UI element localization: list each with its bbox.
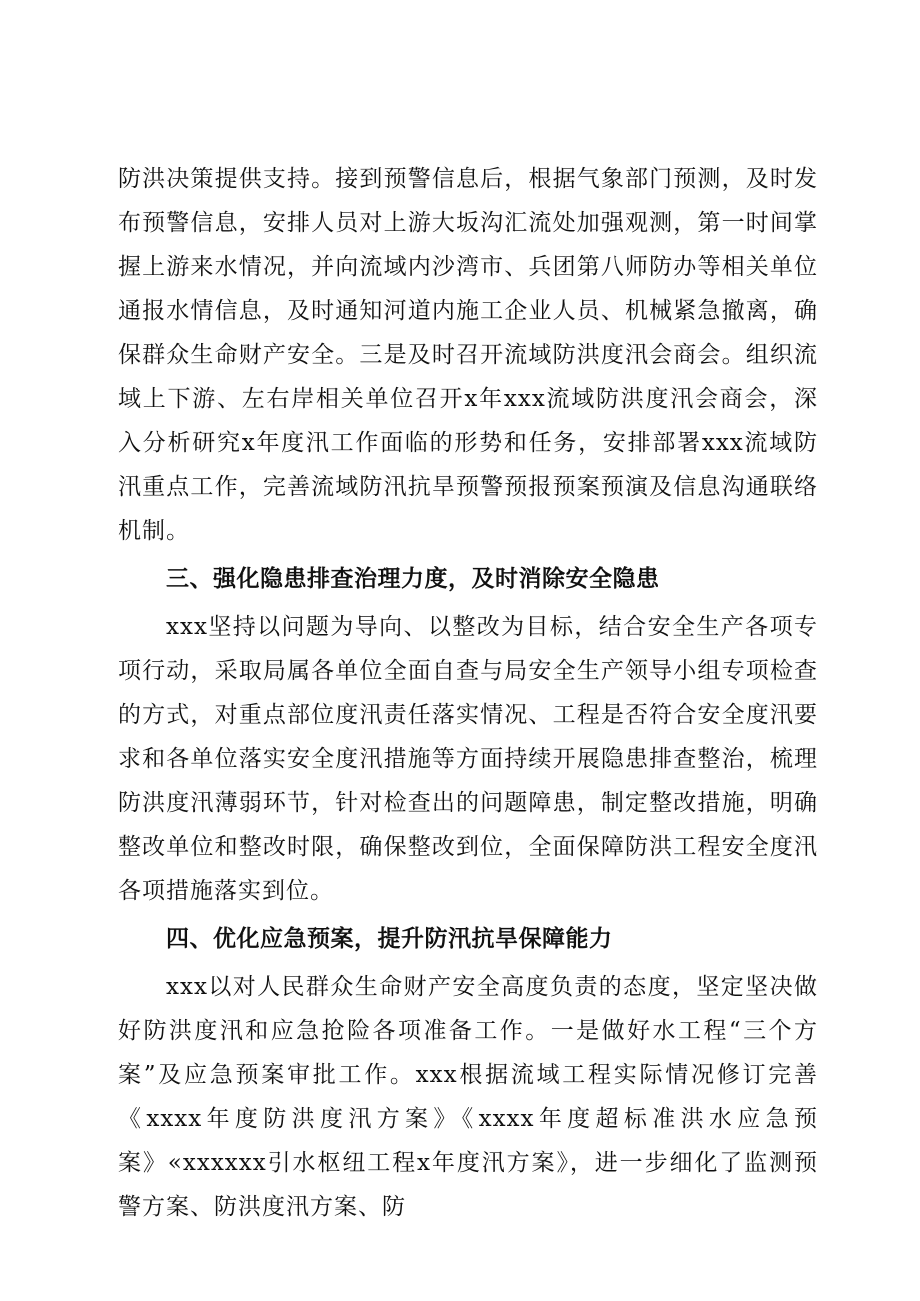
section-heading-emergency-plans: 四、优化应急预案，提升防汛抗旱保障能力 [166,926,613,952]
section-heading-hazard-inspection: 三、强化隐患排查治理力度，及时消除安全隐患 [166,566,660,592]
document-body [118,157,818,1229]
paragraph-flood-warning: 防洪决策提供支持。接到预警信息后，根据气象部门预测，及时发布预警信息，安排人员对上游大坂沟汇流处加强观测，第一时间掌握上游来水情况，并向流域内沙湾市、兵团第八师防办等相关单位通报水情信息，及时通知河道内施工企业人员、机械紧急撤离，确保群众生命财产安全。三是及时召开流域防洪度汛会商会。组织流域上下游、左右岸相关单位召开x年xxx流域防洪度汛会商会，深入分析研究x年度汛工作面临的形势和任务，安排部署xxx流域防汛重点工作，完善流域防汛抗旱预警预报预案预演及信息沟通联络机制。 [118,166,818,544]
paragraph-hazard-inspection: xxx坚持以问题为导向、以整改为目标，结合安全生产各项专项行动，采取局属各单位全面自查与局安全生产领导小组专项检查的方式，对重点部位度汛责任落实情况、工程是否符合安全度汛要求和各单位落实安全度汛措施等方面持续开展隐患排查整治，梳理防洪度汛薄弱环节，针对检查出的问题障患，制定整改措施，明确整改单位和整改时限，确保整改到位，全面保障防洪工程安全度汛各项措施落实到位。 [118,614,818,904]
paragraph-emergency-plans: xxx以对人民群众生命财产安全高度负责的态度，坚定坚决做好防洪度汛和应急抢险各项准备工作。一是做好水工程“三个方案”及应急预案审批工作。xxx根据流域工程实际情况修订完善《xxxx年度防洪度汛方案》《xxxx年度超标准洪水应急预案》«xxxxxx引水枢纽工程x年度汛方案》，进一步细化了监测预警方案、防洪度汛方案、防 [118,974,818,1220]
